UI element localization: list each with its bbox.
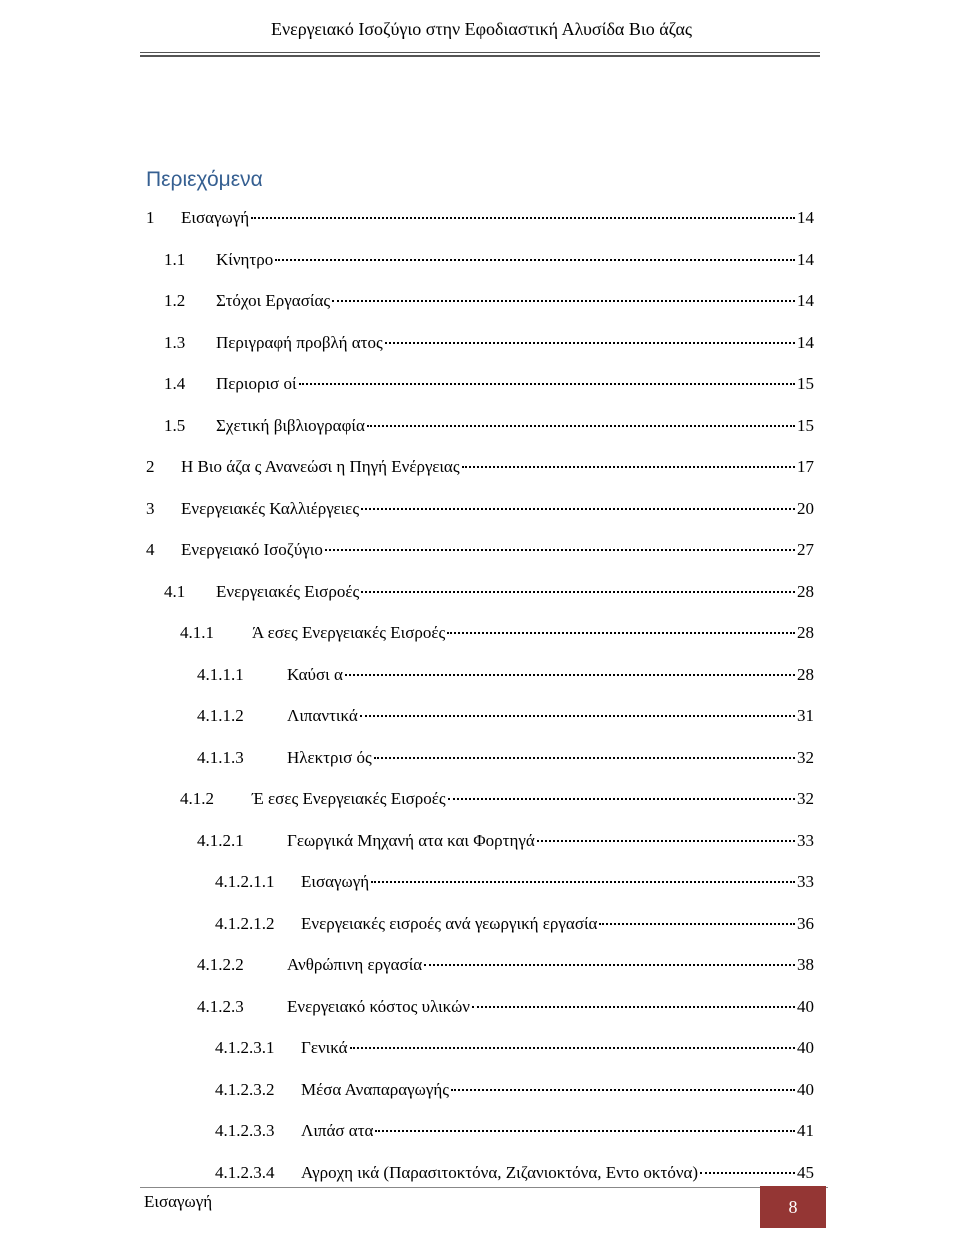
toc-dot-leader xyxy=(700,1172,795,1174)
toc-entry-page: 14 xyxy=(797,250,814,269)
toc-entry-page: 15 xyxy=(797,374,814,393)
toc-entry-page: 28 xyxy=(797,623,814,642)
toc-entry-number: 3 xyxy=(146,499,155,518)
toc-dot-leader xyxy=(325,549,795,551)
toc-entry-title: Λιπαντικά xyxy=(287,706,358,725)
toc-entry-page: 38 xyxy=(797,955,814,974)
toc-entry[interactable] xyxy=(164,582,814,606)
toc-dot-leader xyxy=(448,798,795,800)
toc-dot-leader xyxy=(367,425,795,427)
toc-entry-page: 14 xyxy=(797,208,814,227)
toc-dot-leader xyxy=(361,508,795,510)
toc-entry[interactable] xyxy=(215,1163,814,1187)
toc-entry-number: 1.3 xyxy=(164,333,186,352)
footer-section-label: Εισαγωγή xyxy=(144,1192,213,1211)
toc-entry-title: Σχετική βιβλιογραφία xyxy=(216,416,365,435)
toc-entry-title: Αγροχη ικά (Παρασιτοκτόνα, Ζιζανιοκτόνα, Εντο οκτόνα) xyxy=(301,1163,699,1182)
toc-entry-page: 33 xyxy=(797,872,814,891)
toc-entry-title: Λιπάσ ατα xyxy=(301,1121,374,1140)
toc-entry[interactable] xyxy=(197,831,814,855)
toc-entry[interactable] xyxy=(197,955,814,979)
toc-dot-leader xyxy=(332,300,795,302)
toc-entry-number: 4.1.2.3.2 xyxy=(215,1080,275,1099)
toc-entry[interactable] xyxy=(164,333,814,357)
toc-entry-title: Ενεργειακό Ισοζύγιο xyxy=(181,540,323,559)
toc-entry-title: Περιορισ οί xyxy=(216,374,297,393)
toc-entry-number: 4.1.2.1.2 xyxy=(215,914,275,933)
toc-entry[interactable] xyxy=(180,789,814,813)
toc-dot-leader xyxy=(361,591,795,593)
toc-dot-leader xyxy=(462,466,795,468)
toc-dot-leader xyxy=(537,840,795,842)
toc-entry-number: 4.1.2.2 xyxy=(197,955,244,974)
toc-entry-number: 4.1.1.1 xyxy=(197,665,244,684)
toc-entry[interactable] xyxy=(146,499,814,523)
toc-entry[interactable] xyxy=(197,748,814,772)
toc-entry-number: 4.1.2.3.4 xyxy=(215,1163,275,1182)
toc-entry-number: 4.1.2.3.3 xyxy=(215,1121,275,1140)
toc-entry-number: 2 xyxy=(146,457,155,476)
toc-dot-leader xyxy=(451,1089,795,1091)
toc-entry[interactable] xyxy=(215,1121,814,1145)
toc-entry[interactable] xyxy=(164,374,814,398)
toc-entry-page: 40 xyxy=(797,997,814,1016)
toc-entry-number: 4.1.2.3 xyxy=(197,997,244,1016)
footer-rule xyxy=(140,1187,828,1188)
toc-entry-title: Ά εσες Ενεργειακές Εισροές xyxy=(252,623,446,642)
toc-entry-page: 17 xyxy=(797,457,814,476)
toc-dot-leader xyxy=(360,715,795,717)
toc-dot-leader xyxy=(275,259,795,261)
toc-entry-number: 1.5 xyxy=(164,416,186,435)
toc-entry-page: 28 xyxy=(797,665,814,684)
toc-entry-page: 15 xyxy=(797,416,814,435)
toc-entry[interactable] xyxy=(215,1080,814,1104)
running-header: Ενεργειακό Ισοζύγιο στην Εφοδιαστική Αλυσίδα Βιο άζας xyxy=(271,19,692,39)
toc-entry-number: 1 xyxy=(146,208,155,227)
toc-entry-page: 20 xyxy=(797,499,814,518)
toc-entry-page: 45 xyxy=(797,1163,814,1182)
toc-entry-page: 32 xyxy=(797,789,814,808)
page-number-badge: 8 xyxy=(760,1186,826,1228)
toc-entry-page: 28 xyxy=(797,582,814,601)
toc-entry-number: 4.1 xyxy=(164,582,186,601)
toc-entry-title: Η Βιο άζα ς Ανανεώσι η Πηγή Ενέργειας xyxy=(181,457,460,476)
toc-entry-title: Ενεργειακές εισροές ανά γεωργική εργασία xyxy=(301,914,598,933)
toc-entry-page: 36 xyxy=(797,914,814,933)
toc-entry-title: Περιγραφή προβλή ατος xyxy=(216,333,383,352)
toc-entry[interactable] xyxy=(164,291,814,315)
toc-entry-page: 40 xyxy=(797,1080,814,1099)
toc-entry-number: 1.1 xyxy=(164,250,186,269)
toc-entry[interactable] xyxy=(164,250,814,274)
toc-entry-number: 1.4 xyxy=(164,374,186,393)
toc-dot-leader xyxy=(385,342,795,344)
toc-entry-title: Ανθρώπινη εργασία xyxy=(287,955,423,974)
toc-entry-page: 14 xyxy=(797,291,814,310)
toc-dot-leader xyxy=(345,674,795,676)
toc-entry-page: 14 xyxy=(797,333,814,352)
toc-entry-number: 4.1.2.3.1 xyxy=(215,1038,275,1057)
toc-entry-number: 1.2 xyxy=(164,291,186,310)
toc-dot-leader xyxy=(299,383,795,385)
toc-entry-title: Ενεργειακές Εισροές xyxy=(216,582,360,601)
toc-dot-leader xyxy=(472,1006,795,1008)
toc-entry-title: Μέσα Αναπαραγωγής xyxy=(301,1080,449,1099)
toc-dot-leader xyxy=(251,217,795,219)
toc-entry-number: 4.1.1.3 xyxy=(197,748,244,767)
toc-entry[interactable] xyxy=(146,540,814,564)
toc-dot-leader xyxy=(599,923,795,925)
toc-entry-title: Καύσι α xyxy=(287,665,343,684)
toc-dot-leader xyxy=(447,632,795,634)
toc-dot-leader xyxy=(424,964,795,966)
toc-entry-title: Ενεργειακό κόστος υλικών xyxy=(287,997,470,1016)
toc-dot-leader xyxy=(350,1047,795,1049)
toc-dot-leader xyxy=(375,1130,795,1132)
toc-entry-page: 27 xyxy=(797,540,814,559)
toc-dot-leader xyxy=(374,757,795,759)
toc-entry-title: Στόχοι Εργασίας xyxy=(216,291,331,310)
toc-entry-title: Γεωργικά Μηχανή ατα και Φορτηγά xyxy=(287,831,535,850)
toc-entry[interactable] xyxy=(164,416,814,440)
toc-entry-number: 4 xyxy=(146,540,155,559)
toc-entry-title: Ηλεκτρισ ός xyxy=(287,748,372,767)
toc-entry-number: 4.1.1 xyxy=(180,623,214,642)
toc-entry-number: 4.1.2 xyxy=(180,789,214,808)
header-rule xyxy=(140,52,820,57)
toc-entry-page: 40 xyxy=(797,1038,814,1057)
toc-entry-number: 4.1.2.1.1 xyxy=(215,872,275,891)
toc-entry-title: Ενεργειακές Καλλιέργειες xyxy=(181,499,360,518)
toc-entry[interactable] xyxy=(146,457,814,481)
toc-entry-page: 31 xyxy=(797,706,814,725)
toc-entry[interactable] xyxy=(197,997,814,1021)
toc-entry[interactable] xyxy=(146,208,814,232)
toc-entry-title: Κίνητρο xyxy=(216,250,274,269)
toc-entry[interactable] xyxy=(180,623,814,647)
toc-entry[interactable] xyxy=(197,706,814,730)
toc-entry-title: Εισαγωγή xyxy=(301,872,370,891)
toc-entry-title: Εισαγωγή xyxy=(181,208,250,227)
toc-heading: Περιεχόμενα xyxy=(146,168,263,191)
toc-dot-leader xyxy=(371,881,795,883)
toc-entry[interactable] xyxy=(215,914,814,938)
toc-entry-title: Γενικά xyxy=(301,1038,348,1057)
toc-entry-page: 32 xyxy=(797,748,814,767)
toc-entry-number: 4.1.1.2 xyxy=(197,706,244,725)
toc-entry-page: 41 xyxy=(797,1121,814,1140)
toc-entry[interactable] xyxy=(215,872,814,896)
toc-entry-title: Έ εσες Ενεργειακές Εισροές xyxy=(252,789,446,808)
toc-entry-page: 33 xyxy=(797,831,814,850)
toc-entry[interactable] xyxy=(197,665,814,689)
toc-entry[interactable] xyxy=(215,1038,814,1062)
toc-entry-number: 4.1.2.1 xyxy=(197,831,244,850)
